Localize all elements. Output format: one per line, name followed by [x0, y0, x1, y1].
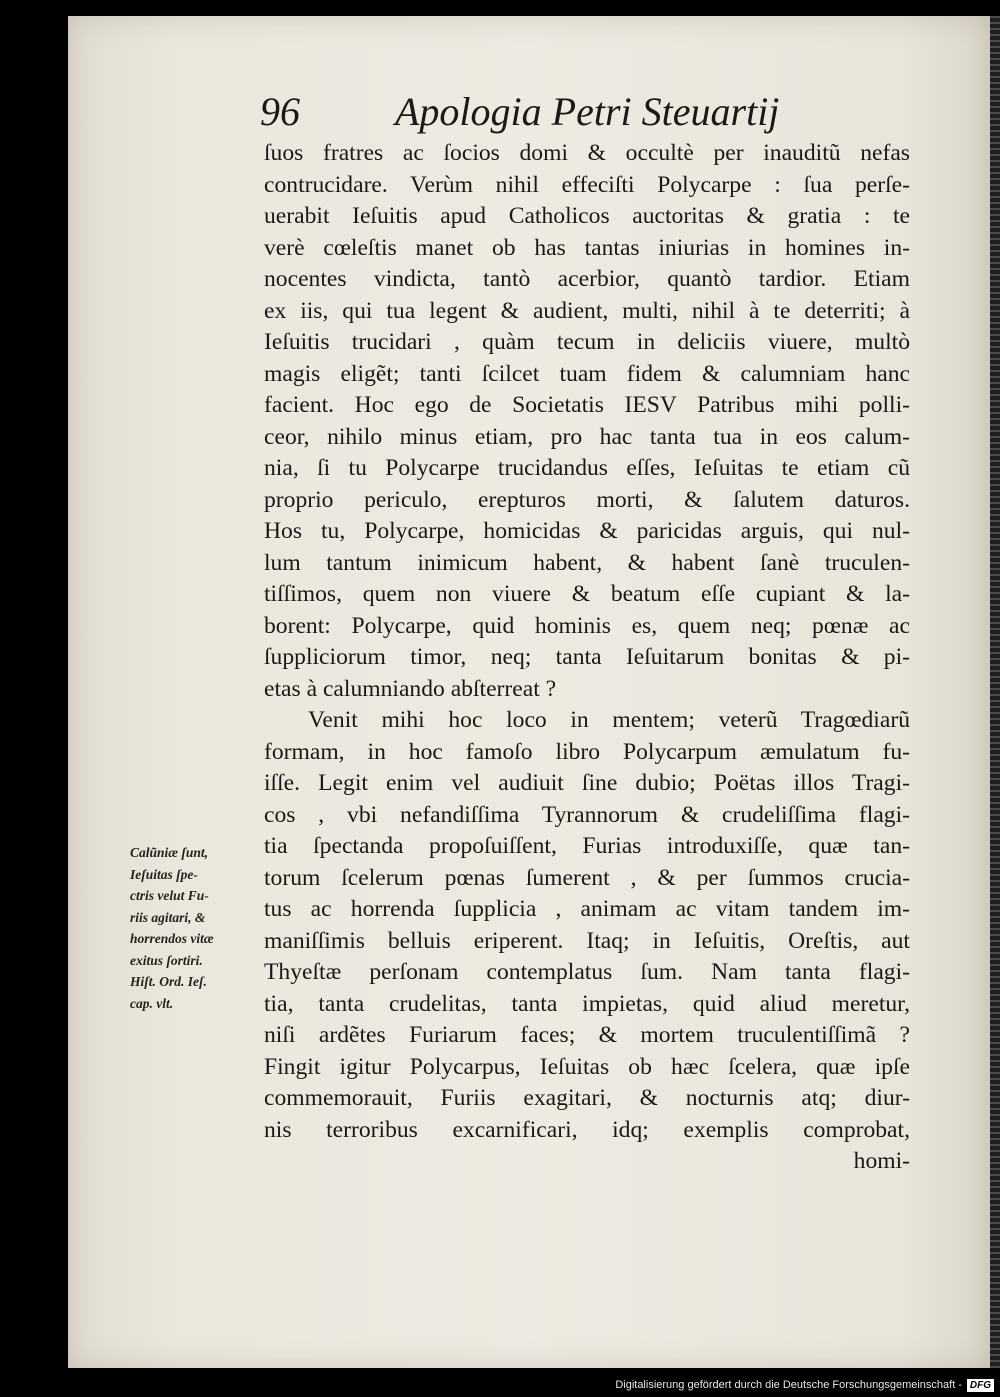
text-line: niſi ardẽtes Furiarum faces; & mortem truculentiſſimã ?	[264, 1022, 910, 1048]
text-line: contrucidare. Verùm nihil effeciſti Polycarpe : ſua perſe-	[264, 171, 910, 198]
text-line: Fingit igitur Polycarpus, Ieſuitas ob hæc ſcelera, quæ ipſe	[264, 1053, 910, 1080]
marginal-note-line: riis agitari, &	[130, 909, 206, 925]
digitization-footer	[0, 1369, 1000, 1397]
text-line: nis terroribus excarnificari, idq; exemplis comprobat,	[264, 1116, 910, 1143]
running-title: Apologia Petri Steuartij	[395, 89, 780, 134]
text-line: ceor, nihilo minus etiam, pro hac tanta tua in eos calum-	[264, 423, 910, 450]
text-line: iſſe. Legit enim vel audiuit ſine dubio; Poëtas illos Tragi-	[264, 770, 910, 796]
dfg-logo: DFG	[967, 1379, 994, 1392]
text-line: Ieſuitis trucidari , quàm tecum in deliciis viuere, multò	[264, 329, 910, 355]
text-line: tiſſimos, quem non viuere & beatum eſſe cupiant & la-	[264, 581, 910, 607]
text-line: commemorauit, Furiis exagitari, & nocturnis atq; diur-	[264, 1085, 910, 1111]
text-line: ex iis, qui tua legent & audient, multi, nihil à te deterriti; à	[264, 297, 910, 324]
text-line: etas à calumniando abſterreat ?	[264, 675, 557, 702]
marginal-note-line: Calũniæ ſunt,	[130, 845, 209, 860]
text-line: torum ſcelerum pœnas ſumerent , & per ſummos crucia-	[264, 864, 910, 891]
page-header	[260, 88, 820, 144]
text-line: uerabit Ieſuitis apud Catholicos auctoritas & gratia : te	[264, 203, 910, 229]
text-line: Thyeſtæ perſonam contemplatus ſum. Nam tanta flagi-	[264, 959, 910, 985]
text-line: tus ac horrenda ſupplicia , animam ac vitam tandem im-	[264, 896, 910, 922]
marginal-note-line: ctris velut Fu-	[130, 888, 209, 903]
text-line: verè cœleſtis manet ob has tantas iniurias in homines in-	[264, 234, 910, 261]
text-line: formam, in hoc famoſo libro Polycarpum æmulatum fu-	[264, 738, 910, 765]
marginal-note	[130, 842, 268, 1014]
text-line: tia, tanta crudelitas, tanta impietas, quid aliud meretur,	[264, 990, 910, 1017]
text-line: tia ſpectanda propoſuiſſent, Furias introduxiſſe, quæ tan-	[264, 833, 910, 859]
text-line: maniſſimis belluis eriperent. Itaq; in Ieſuitis, Oreſtis, aut	[264, 927, 910, 954]
text-line: facient. Hoc ego de Societatis IESV Patribus mihi polli-	[264, 392, 910, 418]
page-number: 96	[260, 89, 300, 134]
text-line: lum tantum inimicum habent, & habent ſanè truculen-	[264, 549, 910, 576]
text-line: Venit mihi hoc loco in mentem; veterũ Tragœdiarũ	[308, 707, 910, 733]
catchword: homi-	[853, 1148, 910, 1174]
text-line: magis eligẽt; tanti ſcilcet tuam fidem & calumniam hanc	[264, 360, 910, 387]
text-line: nia, ſi tu Polycarpe trucidandus eſſes, Ieſuitas te etiam cũ	[264, 455, 910, 481]
scan-edge-ruler	[990, 16, 1000, 1368]
text-line: proprio periculo, erepturos morti, & ſalutem daturos.	[264, 486, 910, 513]
marginal-note-line: cap. vlt.	[130, 995, 174, 1011]
text-line: ſuppliciorum timor, neq; tanta Ieſuitarum bonitas & pi-	[264, 644, 910, 670]
text-line: nocentes vindicta, tantò acerbior, quantò tardior. Etiam	[264, 266, 910, 292]
text-line: ſuos fratres ac ſocios domi & occultè per inauditũ nefas	[264, 140, 910, 166]
text-line: cos , vbi nefandiſſima Tyrannorum & crudeliſſima flagi-	[264, 801, 910, 828]
marginal-note-line: horrendos vitæ	[130, 931, 214, 946]
marginal-note-line: Ieſuitas ſpe-	[130, 866, 198, 882]
funding-credit: Digitalisierung gefördert durch die Deutsche Forschungsgemeinschaft -	[615, 1379, 962, 1391]
text-line: borent: Polycarpe, quid hominis es, quem neq; pœnæ ac	[264, 612, 910, 639]
body-text	[264, 138, 910, 1178]
marginal-note-line: Hiſt. Ord. Ieſ.	[130, 974, 207, 989]
text-line: Hos tu, Polycarpe, homicidas & paricidas arguis, qui nul-	[264, 518, 910, 544]
marginal-note-line: exitus ſortiri.	[130, 952, 203, 968]
